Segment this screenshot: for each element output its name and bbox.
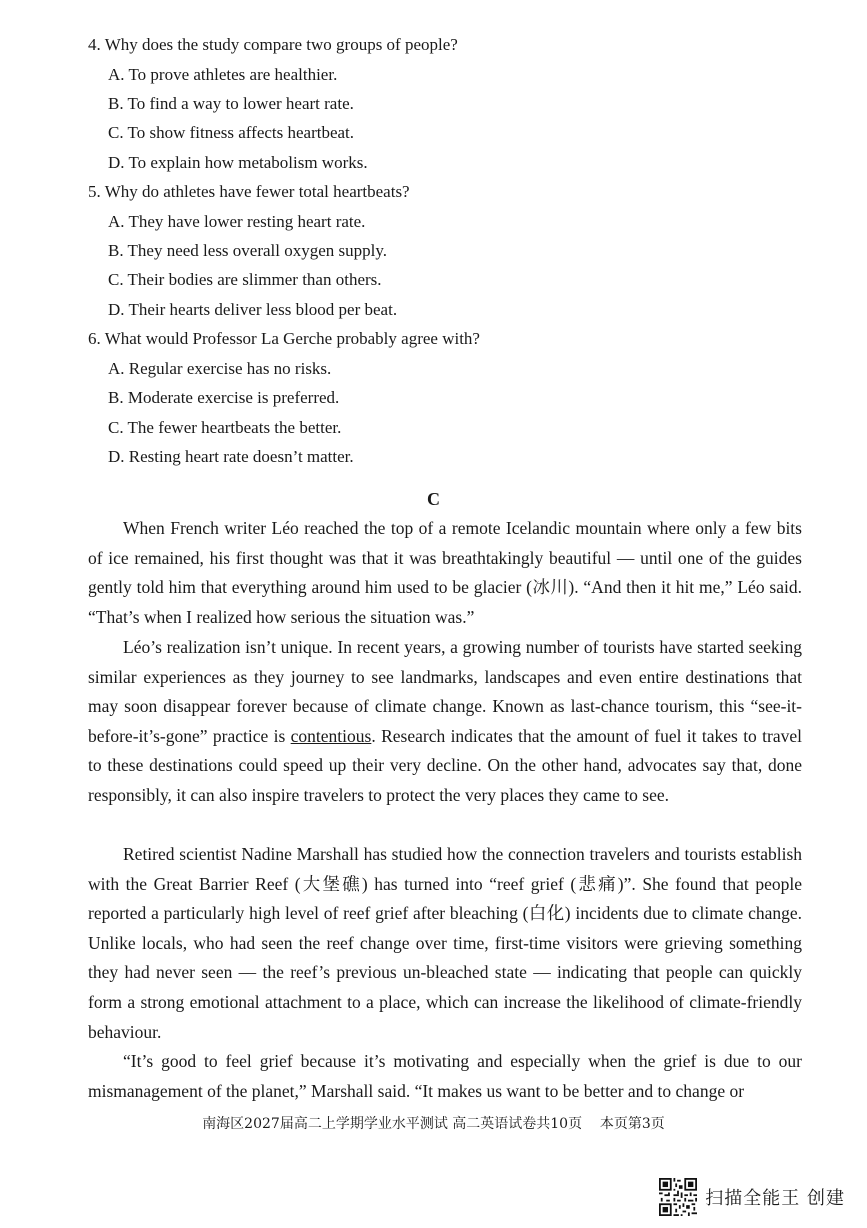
underlined-word: contentious — [290, 725, 372, 746]
scanner-label: 扫描全能王 创建 — [705, 1188, 845, 1209]
q4-option-b: B. To find a way to lower heart rate. — [108, 94, 354, 113]
page-footer: 南海区2027届高二上学期学业水平测试 高二英语试卷共10页 本页第3页 — [202, 1116, 665, 1132]
q5-option-b: B. They need less overall oxygen supply. — [108, 241, 388, 260]
paragraph-2-part-1: Léo’s realization isn’t unique. In recent years, a growing number of tourists have started seeking similar experiences as they journey to see landmarks, landscapes and even entire destinations that may soon disappear forever because of climate change. Known as last-chance tourism, this “see-it-before-it’s-gone” practice is — [88, 637, 802, 746]
passage-paragraph-2 — [88, 633, 802, 811]
question-4-stem: 4. Why does the study compare two groups of people? — [88, 35, 458, 54]
question-5-stem: 5. Why do athletes have fewer total heartbeats? — [88, 182, 410, 201]
q6-option-a: A. Regular exercise has no risks. — [108, 359, 332, 378]
qr-code-icon — [659, 1178, 697, 1216]
passage-paragraph-1: When French writer Léo reached the top of a remote Icelandic mountain where only a few bits of ice remained, his first thought was that it was breathtakingly beautiful — until one of the guides gently told him that everything around him used to be glacier (冰川). “And then it hit me,” Léo said. “That’s when I realized how serious the situation was.” — [88, 518, 802, 627]
q6-option-c: C. The fewer heartbeats the better. — [108, 418, 342, 437]
q5-option-a: A. They have lower resting heart rate. — [108, 212, 366, 231]
q4-option-c: C. To show fitness affects heartbeat. — [108, 123, 355, 142]
passage-paragraph-3: Retired scientist Nadine Marshall has studied how the connection travelers and tourists establish with the Great Barrier Reef (大堡礁) has turned into “reef grief (悲痛)”. She found that people reported a particularly high level of reef grief after bleaching (白化) incidents due to climate change. Unlike locals, who had seen the reef change over time, first-time visitors were grieving something they had never seen — the reef’s previous un-bleached state — indicating that people can quickly form a strong emotional attachment to a place, which can increase the likelihood of climate-friendly behaviour. — [88, 844, 802, 1042]
section-title: C — [427, 489, 440, 509]
scanner-watermark — [659, 1178, 845, 1216]
q4-option-d: D. To explain how metabolism works. — [108, 153, 368, 172]
paragraph-2-part-2: . Research indicates that the amount of fuel it takes to travel to these destinations could speed up their very decline. On the other hand, advocates say that, done responsibly, it can also inspire travelers to protect the very places they came to see. — [88, 725, 803, 805]
passage-paragraph-4: “It’s good to feel grief because it’s motivating and especially when the grief is due to our mismanagement of the planet,” Marshall said. “It makes us want to be better and to change or — [88, 1051, 802, 1101]
q5-option-d: D. Their hearts deliver less blood per beat. — [108, 300, 398, 319]
q4-option-a: A. To prove athletes are healthier. — [108, 65, 338, 84]
q5-option-c: C. Their bodies are slimmer than others. — [108, 270, 382, 289]
question-6-stem: 6. What would Professor La Gerche probably agree with? — [88, 329, 480, 348]
q6-option-d: D. Resting heart rate doesn’t matter. — [108, 447, 354, 466]
q6-option-b: B. Moderate exercise is preferred. — [108, 388, 340, 407]
